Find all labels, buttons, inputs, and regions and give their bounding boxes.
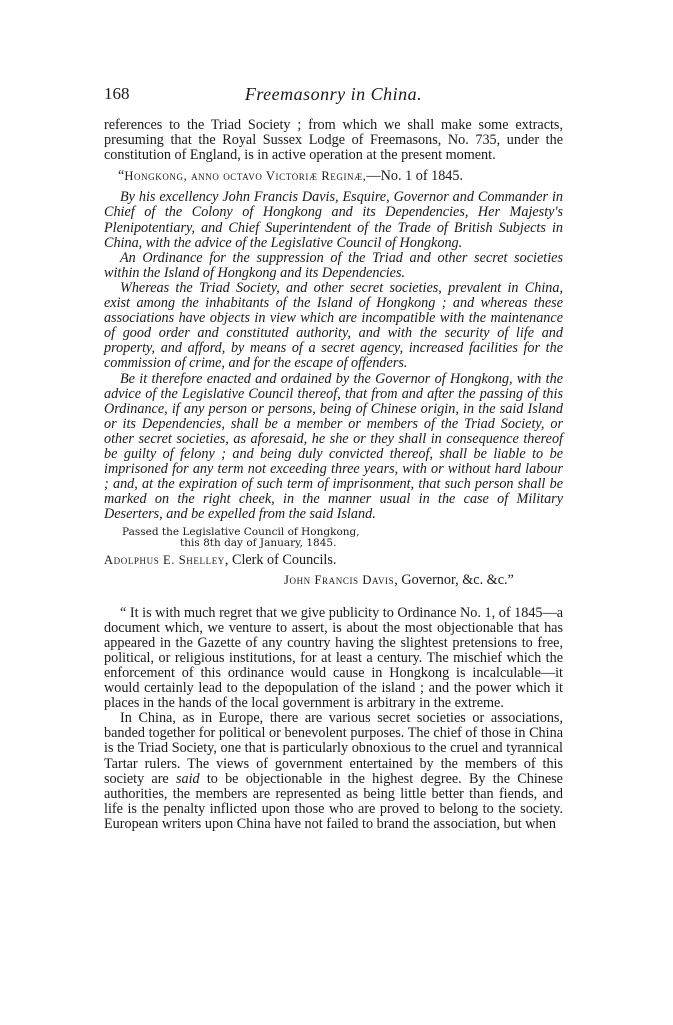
ordinance-enactment: Be it therefore enacted and ordained by the Governor of Hongkong, with the advice of the Legislative Council thereof, that from and after the passing of this Ordinance, if any person or persons, being of Chinese origin, in the said Island or its Dependencies, shall be a member or members of the Triad Society, or other secret societies, as aforesaid, he she or they shall in consequence thereof be guilty of felony ; and being duly convicted thereof, shall be liable to be imprisoned for any term not exceeding three years, with or without hard labour ; and, at the expiration of such term of imprisonment, that such person shall be marked on the right cheek, in the manner usual in the case of Military Deserters, and be expelled from the said Island. [104,370,563,523]
intro-paragraph: references to the Triad Society ; from which we shall make some extracts, presuming that the Royal Sussex Lodge of Freemasons, No. 735, under the constitution of England, is in active operation at the present moment. [104,117,563,164]
commentary-2-after: to be objectionable in the highest degree. By the Chinese authorities, the members are represented as being little better than fiends, and life is the penalty inflicted upon those who are proved to belong to the society. European writers upon China have not failed to brand the association, but when [104,770,563,832]
governor-title: , Governor, &c. &c.” [394,571,514,588]
commentary-2-before: In China, as in Europe, there are various secret societies or associations, banded together for political or benevolent purposes. The chief of those in China is the Triad Society, one that is particularly obnoxious to the cruel and tyrannical Tartar rulers. The views of government entertained by the members of this society are [104,710,563,787]
passed-line-1: Passed the Legislative Council of Hongkong, [122,526,360,539]
commentary-paragraph-1: “ It is with much regret that we give publicity to Ordinance No. 1, of 1845—a document which, we venture to assert, is about the most objectionable that has appeared in the Gazette of any country having the slightest pretensions to free, political, or religious institutions, for at least a century. The mischief which the enforcement of this ordinance would cause in Hongkong is incalculable—it would certainly lead to the depopulation of the island ; and the power which it places in the hands of the local government is arbitrary in the extreme. [104,604,563,712]
page-number: 168 [104,84,130,103]
caption-open-quote: “ [118,168,125,185]
ordinance-preamble: By his excellency John Francis Davis, Esquire, Governor and Commander in Chief of the Colony of Hongkong and its Dependencies, Her Majesty's Plenipotentiary, and Chief Superintendent of the Trade of British Subjects in China, with the advice of the Legislative Council of Hongkong. [104,189,563,251]
passed-line-2: this 8th day of January, 1845. [180,537,337,550]
passed-note [122,527,563,549]
ordinance-caption [104,169,563,184]
governor-signature [284,573,563,588]
commentary-2-emphasis: said [175,770,200,787]
section-gap [104,588,563,606]
ordinance-whereas: Whereas the Triad Society, and other secret societies, prevalent in China, exist among the inhabitants of the Island of Hongkong ; and whereas these associations have objects in view which are incompatible with the maintenance of good order and constituted authority, and with the security of life and property, and afford, by means of a secret agency, increased facilities for the commission of crime, and for the escape of offenders. [104,279,563,372]
ordinance-body [104,190,563,522]
governor-name: John Francis Davis [284,572,395,587]
clerk-signature [104,553,563,568]
clerk-title: , Clerk of Councils. [224,552,337,569]
caption-smallcaps: Hongkong, anno octavo Victoriæ Reginæ, [124,169,367,184]
commentary-paragraph-2 [104,711,563,832]
caption-number: —No. 1 of 1845. [366,168,464,185]
ordinance-title: An Ordinance for the suppression of the Triad and other secret societies within the Island of Hongkong and its Dependencies. [104,249,563,281]
page-header [104,84,563,104]
book-page [104,84,563,832]
running-title: Freemasonry in China. [244,84,423,104]
clerk-name: Adolphus E. Shelley [104,553,225,568]
